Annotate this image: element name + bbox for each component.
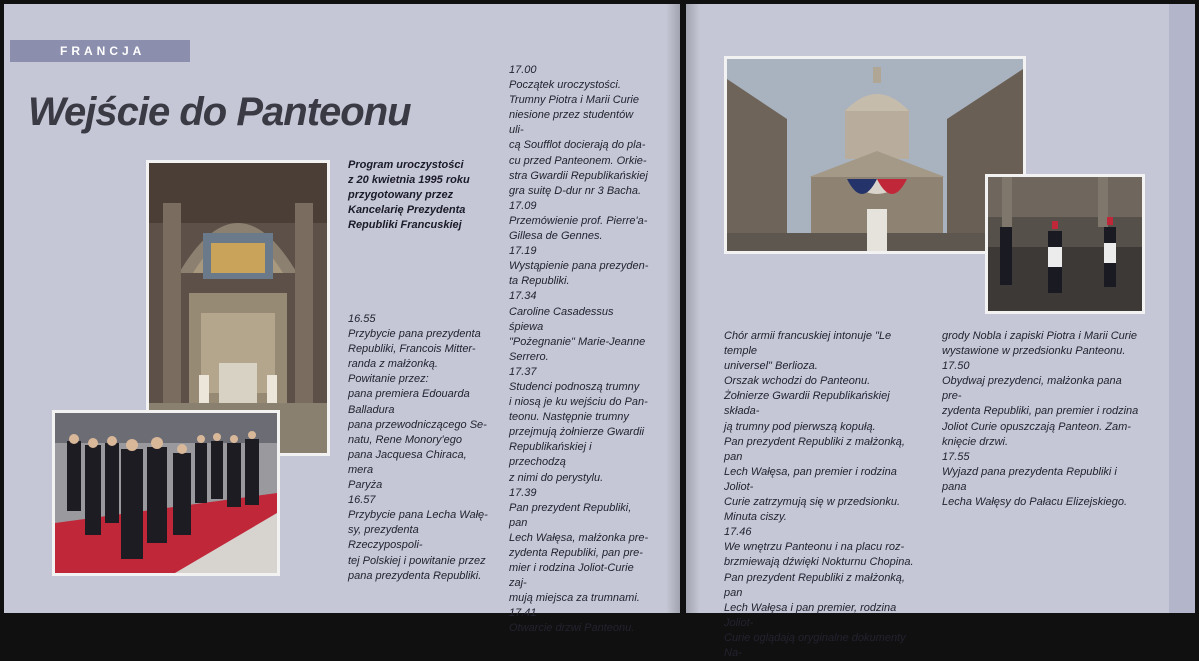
text-line: We wnętrzu Panteonu i na placu roz- xyxy=(724,541,905,554)
text-line: Gillesa de Gennes. xyxy=(509,230,603,243)
text-line: 17.19 xyxy=(509,245,537,258)
text-line: Republikańskiej i przechodzą xyxy=(509,441,592,469)
text-line: wystawione w przedsionku Panteonu. xyxy=(942,345,1126,358)
text-line: Pan prezydent Republiki, pan xyxy=(509,501,632,529)
text-line: Balladura xyxy=(348,403,395,416)
text-column-4 xyxy=(942,329,1142,510)
text-line: pana Jacquesa Chiraca, mera xyxy=(348,448,467,476)
text-line: tej Polskiej i powitanie przez xyxy=(348,554,486,567)
procession-photo xyxy=(52,410,280,576)
program-heading-line: Republiki Francuskiej xyxy=(348,219,462,231)
text-line: gra suitę D-dur nr 3 Bacha. xyxy=(509,184,642,197)
text-line: Caroline Casadessus śpiewa xyxy=(509,305,614,333)
program-heading-line: Kancelarię Prezydenta xyxy=(348,204,466,216)
text-line: Początek uroczystości. xyxy=(509,79,621,92)
text-line: Studenci podnoszą trumny xyxy=(509,380,640,393)
text-line: mują miejsca za trumnami. xyxy=(509,592,640,605)
text-line: Powitanie przez: xyxy=(348,373,429,386)
right-page-edge-band xyxy=(1169,4,1195,613)
text-line: 17.09 xyxy=(509,199,537,212)
text-line: 16.55 xyxy=(348,313,376,325)
text-line: Orszak wchodzi do Panteonu. xyxy=(724,375,871,388)
section-label: FRANCJA xyxy=(10,40,190,62)
text-line: i niosą je ku wejściu do Pan- xyxy=(509,396,648,409)
text-line: Wystąpienie pana prezyden- xyxy=(509,260,649,273)
text-line: Wyjazd pana prezydenta Republiki i pana xyxy=(942,465,1117,493)
text-line: zydenta Republiki, pan premier i rodzina xyxy=(942,405,1139,418)
text-line: Paryża xyxy=(348,479,383,492)
text-line: teonu. Następnie trumny xyxy=(509,411,629,424)
text-column-3 xyxy=(724,329,924,661)
text-line: Pan prezydent Republiki z małżonką, pan xyxy=(724,435,905,463)
text-line: Curie oglądają oryginalne dokumenty Na- xyxy=(724,631,906,659)
text-line: sy, prezydenta Rzeczypospoli- xyxy=(348,524,423,552)
text-line: Joliot Curie opuszczają Panteon. Zam- xyxy=(942,420,1131,433)
text-line: grody Nobla i zapiski Piotra i Marii Curie xyxy=(942,330,1138,342)
text-line: Obydwaj prezydenci, małżonka pana pre- xyxy=(942,375,1122,403)
text-line: Lech Wałęsa i pan premier, rodzina Joliot- xyxy=(724,601,897,629)
program-heading-line: z 20 kwietnia 1995 roku xyxy=(348,174,470,186)
text-line: cą Soufflot docierają do pla- xyxy=(509,139,646,152)
text-line: Pan prezydent Republiki z małżonką, pan xyxy=(724,571,905,599)
text-line: 17.41 xyxy=(509,607,537,620)
text-line: randa z małżonką. xyxy=(348,358,438,371)
text-line: "Pożegnanie" Marie-Jeanne xyxy=(509,335,646,348)
text-line: 17.46 xyxy=(724,526,752,539)
text-line: pana prezydenta Republiki. xyxy=(348,569,482,582)
text-line: ta Republiki. xyxy=(509,275,570,288)
text-line: cu przed Panteonem. Orkie- xyxy=(509,154,647,167)
program-heading-line: Program uroczystości xyxy=(348,159,464,171)
text-line: Trumny Piotra i Marii Curie xyxy=(509,94,639,107)
text-line: ją trumny pod pierwszą kopułą. xyxy=(724,420,876,433)
text-line: 17.55 xyxy=(942,450,970,463)
text-line: z nimi do perystylu. xyxy=(509,471,604,484)
pantheon-exterior-photo xyxy=(724,56,1026,254)
text-line: 17.50 xyxy=(942,360,970,373)
text-line: Otwarcie drzwi Panteonu. xyxy=(509,622,635,635)
text-line: Minuta ciszy. xyxy=(724,511,787,524)
text-line: pana przewodniczącego Se- xyxy=(348,418,487,431)
text-line: Przemówienie prof. Pierre'a- xyxy=(509,214,648,227)
text-column-1 xyxy=(348,312,488,584)
article-title: Wejście do Panteonu xyxy=(28,90,411,134)
text-line: Republiki, Francois Mitter- xyxy=(348,343,476,356)
text-line: natu, Rene Monory'ego xyxy=(348,433,463,446)
text-line: 17.39 xyxy=(509,486,537,499)
text-line: pana premiera Edouarda xyxy=(348,388,470,401)
text-line: 16.57 xyxy=(348,494,376,507)
text-line: knięcie drzwi. xyxy=(942,435,1009,448)
left-page-gutter xyxy=(666,4,680,613)
text-line: Przybycie pana prezydenta xyxy=(348,328,481,341)
republican-guards-photo xyxy=(985,174,1145,314)
program-heading-line: przygotowany przez xyxy=(348,189,454,201)
text-column-2 xyxy=(509,63,649,637)
program-heading xyxy=(348,158,488,233)
text-line: Lecha Wałęsy do Pałacu Elizejskiego. xyxy=(942,496,1128,509)
text-line: Serrero. xyxy=(509,350,549,363)
text-line: mier i rodzina Joliot-Curie zaj- xyxy=(509,562,634,590)
text-line: Przybycie pana Lecha Wałę- xyxy=(348,509,488,522)
text-line: Chór armii francuskiej intonuje "Le temple xyxy=(724,330,892,358)
text-line: 17.34 xyxy=(509,290,537,303)
text-line: przejmują żołnierze Gwardii xyxy=(509,426,645,439)
text-line: stra Gwardii Republikańskiej xyxy=(509,169,648,182)
text-line: Curie zatrzymują się w przedsionku. xyxy=(724,496,901,509)
text-line: brzmiewają dźwięki Nokturnu Chopina. xyxy=(724,556,914,569)
text-line: 17.37 xyxy=(509,365,537,378)
text-line: 17.00 xyxy=(509,64,537,76)
text-line: Lech Wałęsa, pan premier i rodzina Joliot- xyxy=(724,465,897,493)
text-line: Żołnierze Gwardii Republikańskiej składa- xyxy=(724,390,890,418)
text-line: zydenta Republiki, pan pre- xyxy=(509,547,643,559)
text-line: niesione przez studentów uli- xyxy=(509,109,634,137)
right-page-gutter xyxy=(686,4,700,613)
text-line: universel" Berlioza. xyxy=(724,360,818,373)
text-line: Lech Wałęsa, małżonka pre- xyxy=(509,531,649,544)
